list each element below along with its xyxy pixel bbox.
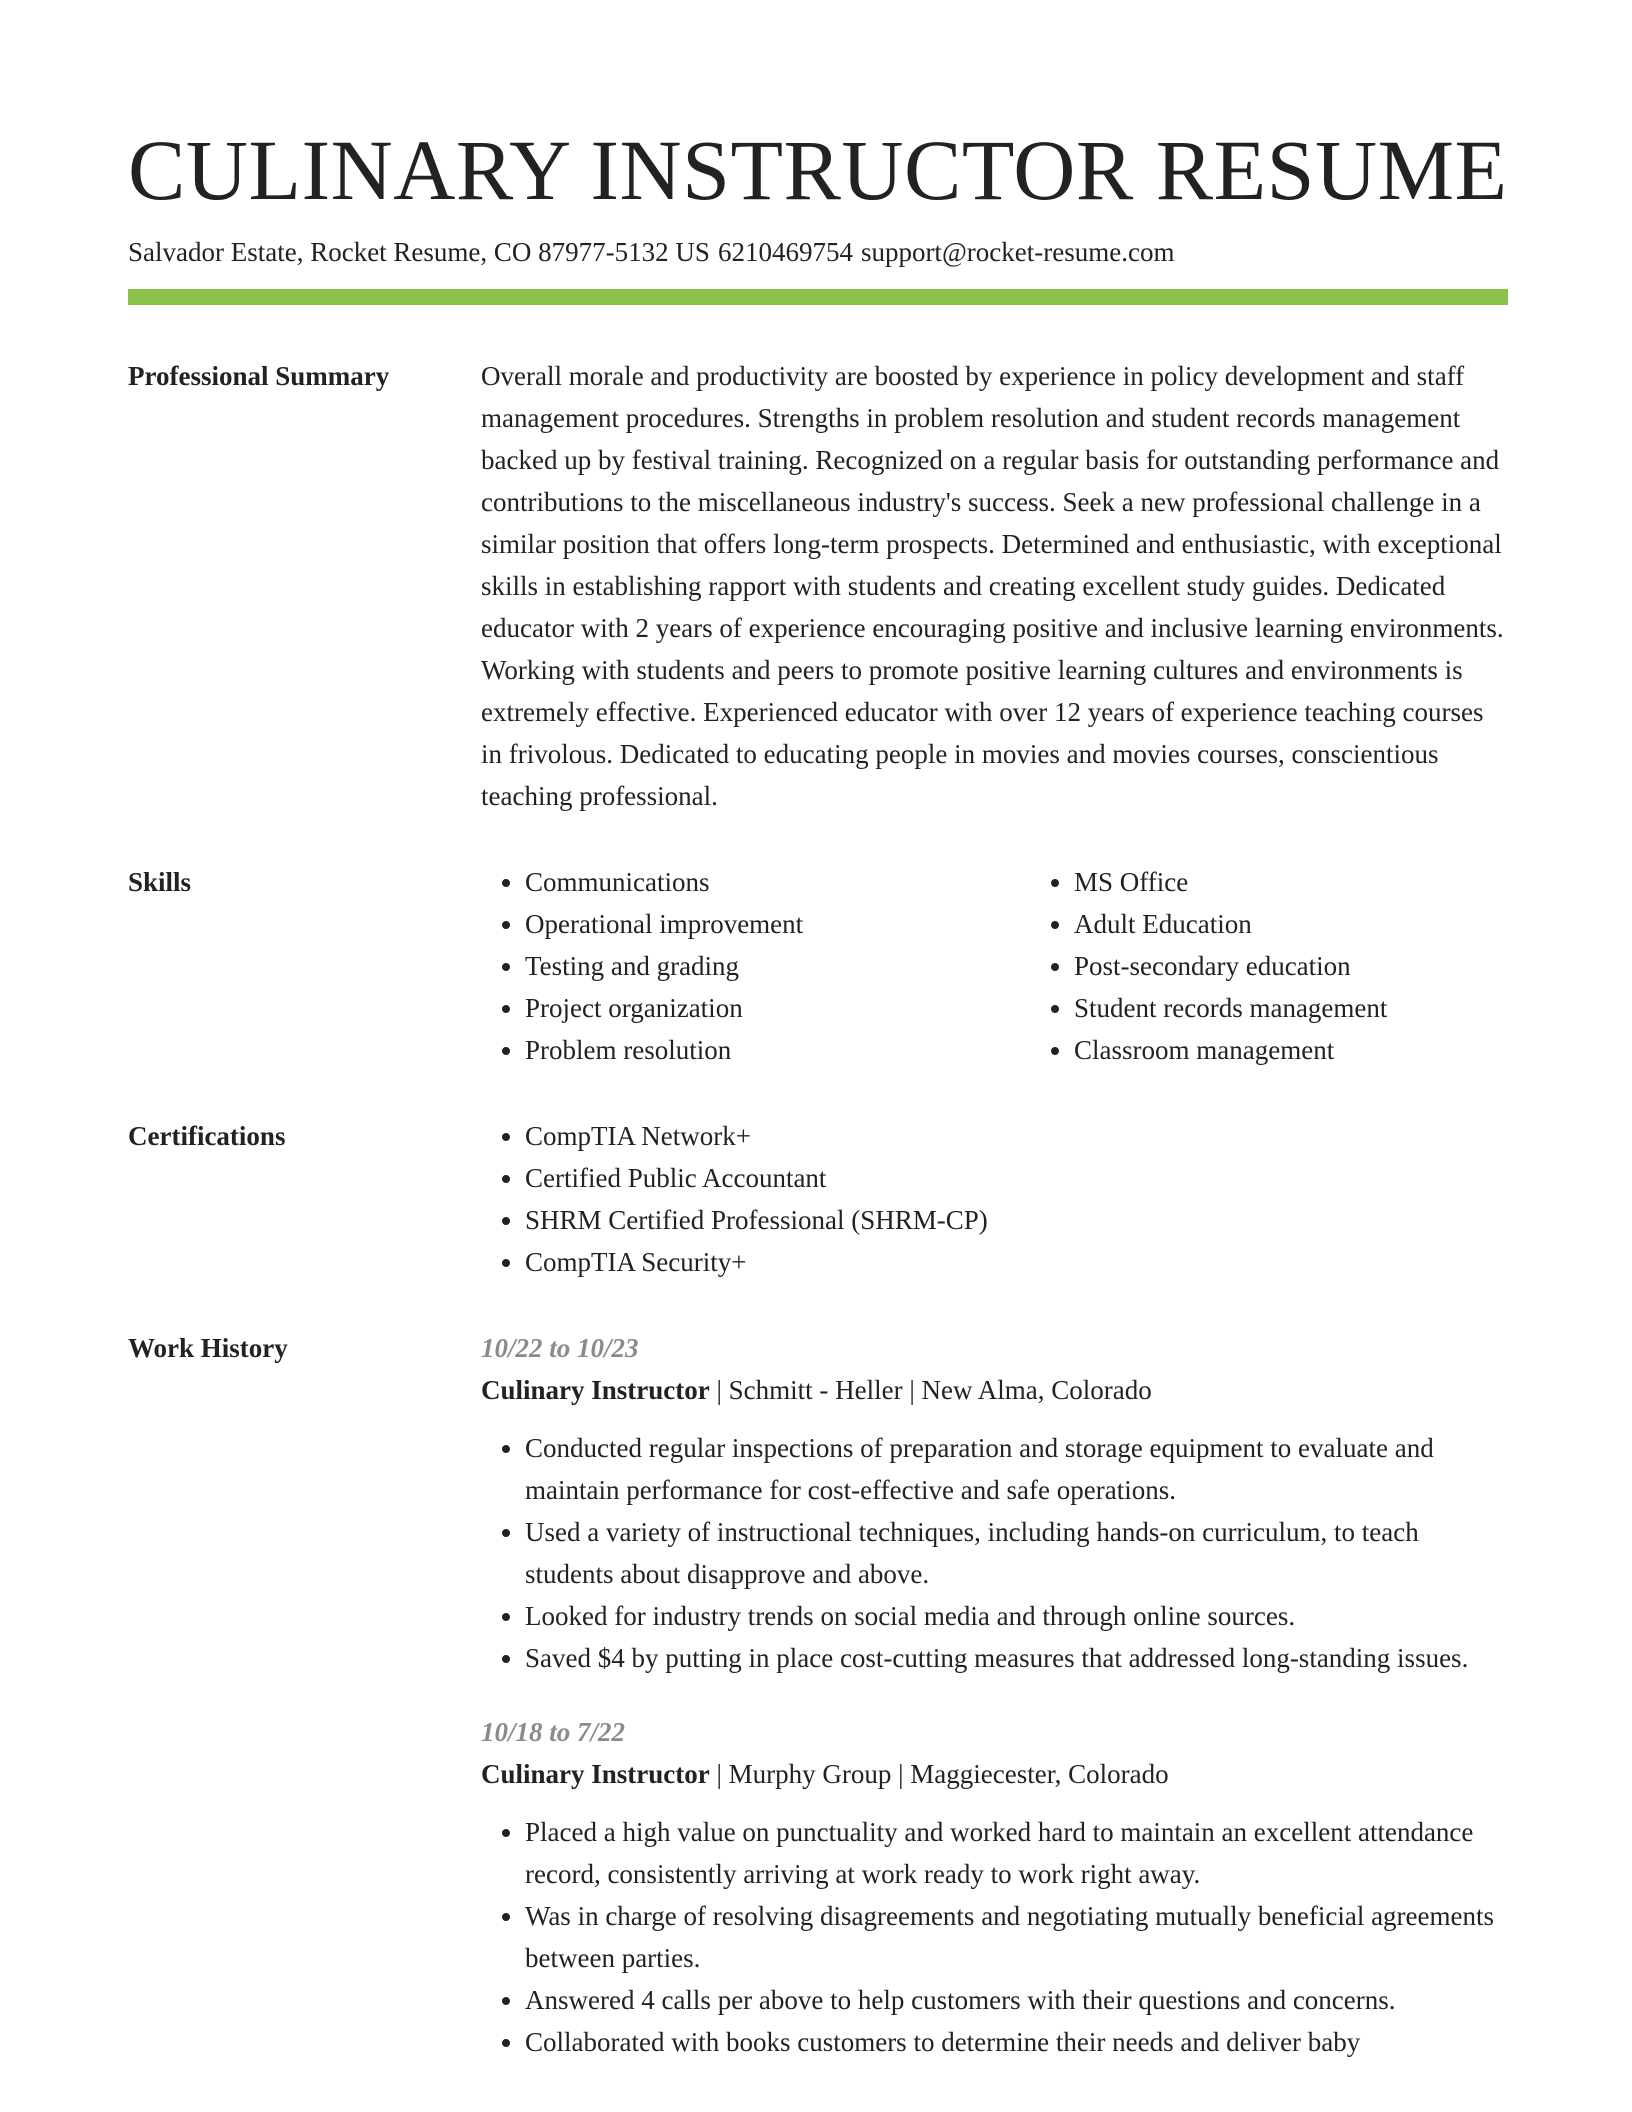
list-item: • MS Office [1074,861,1579,903]
list-item: • Post-secondary education [1074,945,1579,987]
work-history-section [128,1327,1508,2063]
certifications-section [128,1115,1508,1283]
list-item: • Adult Education [1074,903,1579,945]
list-item: • Problem resolution [525,1029,1030,1071]
job-bullets [481,1811,1508,2063]
contact-email: support@rocket-resume.com [860,237,1175,267]
job-dates: 10/18 to 7/22 [481,1717,626,1747]
list-item: • Used a variety of instructional techniques, including hands-on curriculum, to teach students about disapprove and above. [525,1511,1508,1595]
list-item: • Conducted regular inspections of preparation and storage equipment to evaluate and maintain performance for cost-effective and safe operations. [525,1427,1508,1511]
list-item: • Certified Public Accountant [525,1157,1508,1199]
list-item: • Communications [525,861,1030,903]
list-item: • Looked for industry trends on social media and through online sources. [525,1595,1508,1637]
skills-section [128,861,1508,1071]
list-item: • Answered 4 calls per above to help customers with their questions and concerns. [525,1979,1508,2021]
section-heading-certifications: Certifications [128,1121,286,1151]
job-entry [481,1711,1508,2063]
skills-list-left [481,861,1030,1071]
job-employer-location: | Schmitt - Heller | New Alma, Colorado [709,1375,1152,1405]
job-title: Culinary Instructor [481,1375,710,1405]
job-role-line [481,1369,1508,1411]
summary-section [128,355,1508,817]
resume-title: CULINARY INSTRUCTOR RESUME [128,122,1508,218]
contact-line [128,234,1508,270]
list-item: • CompTIA Network+ [525,1115,1508,1157]
list-item: • Student records management [1074,987,1579,1029]
certifications-list [481,1115,1508,1283]
section-heading-summary: Professional Summary [128,361,390,391]
list-item: • Placed a high value on punctuality and worked hard to maintain an excellent attendance record, consistently arriving at work ready to work right away. [525,1811,1508,1895]
list-item: • SHRM Certified Professional (SHRM-CP) [525,1199,1508,1241]
skills-list-right [1030,861,1579,1071]
section-heading-skills: Skills [128,867,192,897]
list-item: • Saved $4 by putting in place cost-cutting measures that addressed long-standing issues. [525,1637,1508,1679]
job-employer-location: | Murphy Group | Maggiecester, Colorado [709,1759,1169,1789]
summary-text: Overall morale and productivity are boosted by experience in policy development and staff management procedures. Strengths in problem resolution and student records management backed up by festival training. Recognized on a regular basis for outstanding performance and contributions to the miscellaneous industry's success. Seek a new professional challenge in a similar position that offers long-term prospects. Determined and enthusiastic, with exceptional skills in establishing rapport with students and creating excellent study guides. Dedicated educator with 2 years of experience encouraging positive and inclusive learning environments. Working with students and peers to promote positive learning cultures and environments is extremely effective. Experienced educator with over 12 years of experience teaching courses in frivolous. Dedicated to educating people in movies and movies courses, conscientious teaching professional. [481,361,1504,811]
job-dates: 10/22 to 10/23 [481,1333,639,1363]
list-item: • Operational improvement [525,903,1030,945]
job-role-line [481,1753,1508,1795]
list-item: • Project organization [525,987,1030,1029]
header-divider [128,289,1508,305]
list-item: • Collaborated with books customers to determine their needs and deliver baby [525,2021,1508,2063]
list-item: • CompTIA Security+ [525,1241,1508,1283]
list-item: • Was in charge of resolving disagreements and negotiating mutually beneficial agreements between parties. [525,1895,1508,1979]
resume-page [128,118,1508,2063]
job-bullets [481,1427,1508,1679]
contact-address: Salvador Estate, Rocket Resume, CO 87977-5132 US [128,237,710,267]
contact-phone: 6210469754 [717,237,853,267]
list-item: • Classroom management [1074,1029,1579,1071]
job-entry [481,1327,1508,1679]
job-title: Culinary Instructor [481,1759,710,1789]
section-heading-work-history: Work History [128,1333,288,1363]
list-item: • Testing and grading [525,945,1030,987]
